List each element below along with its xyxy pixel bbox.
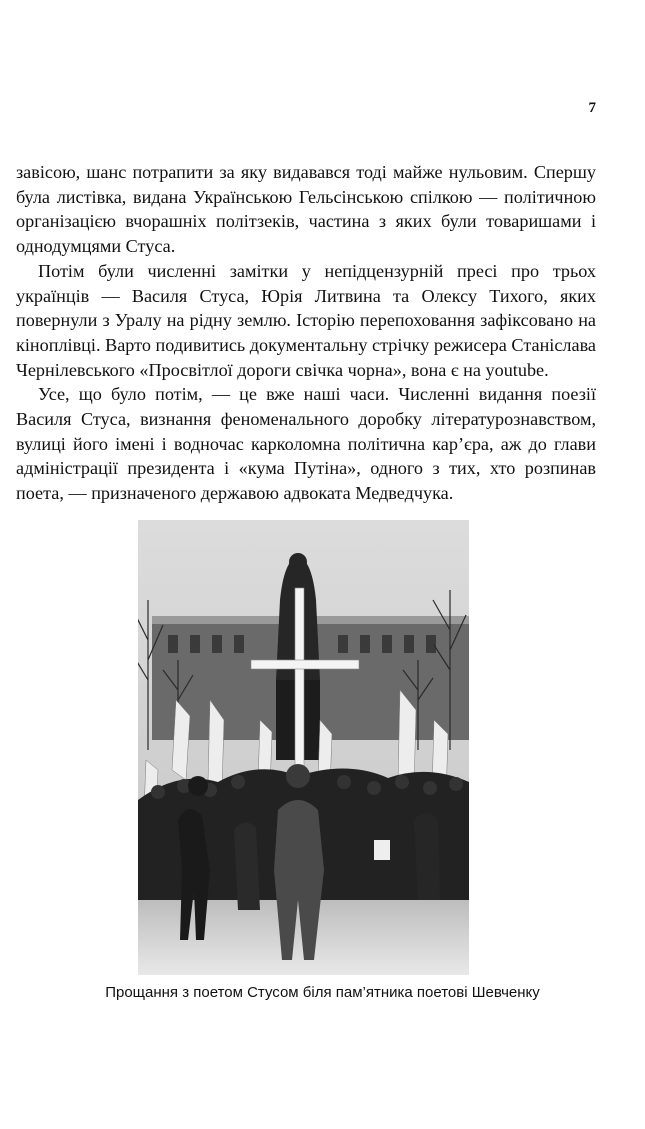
body-text: [16, 160, 596, 506]
paragraph-2: Потім були численні замітки у непідцензурній пресі про трьох українців — Василя Стуса, Юрія Литвина та Олексу Тихого, яких повернули з Уралу на рідну землю. Історію перепоховання зафіксовано на кіноплівці. Варто подивитись документальну стрічку режисера Станіслава Чернілевського «Просвітлої дороги свічка чорна», вона є на youtube.: [16, 260, 596, 380]
page-number: 7: [588, 100, 596, 116]
paragraph-1: завісою, шанс потрапити за яку видавався тоді майже нульовим. Спершу була листівка, видана Українською Гельсінською спілкою — політичною організацією вчорашніх політзеків, частина з яких були товаришами і однодумцями Стуса.: [16, 162, 596, 257]
paragraph-3: Усе, що було потім, — це вже наші часи. Численні видання поезії Василя Стуса, визнання феноменального доробку літературознавством, вулиці його імені і водночас карколомна політична кар’єра, аж до глави адміністрації президента і «кума Путіна», одного з тих, хто розпинав поета, — призначеного державою адвоката Медведчука.: [16, 384, 596, 504]
reburial-photo: [138, 520, 469, 975]
photo-caption: Прощання з поетом Стусом біля пам’ятника поетові Шевченку: [105, 984, 540, 1001]
photo-illustration: [138, 520, 469, 975]
